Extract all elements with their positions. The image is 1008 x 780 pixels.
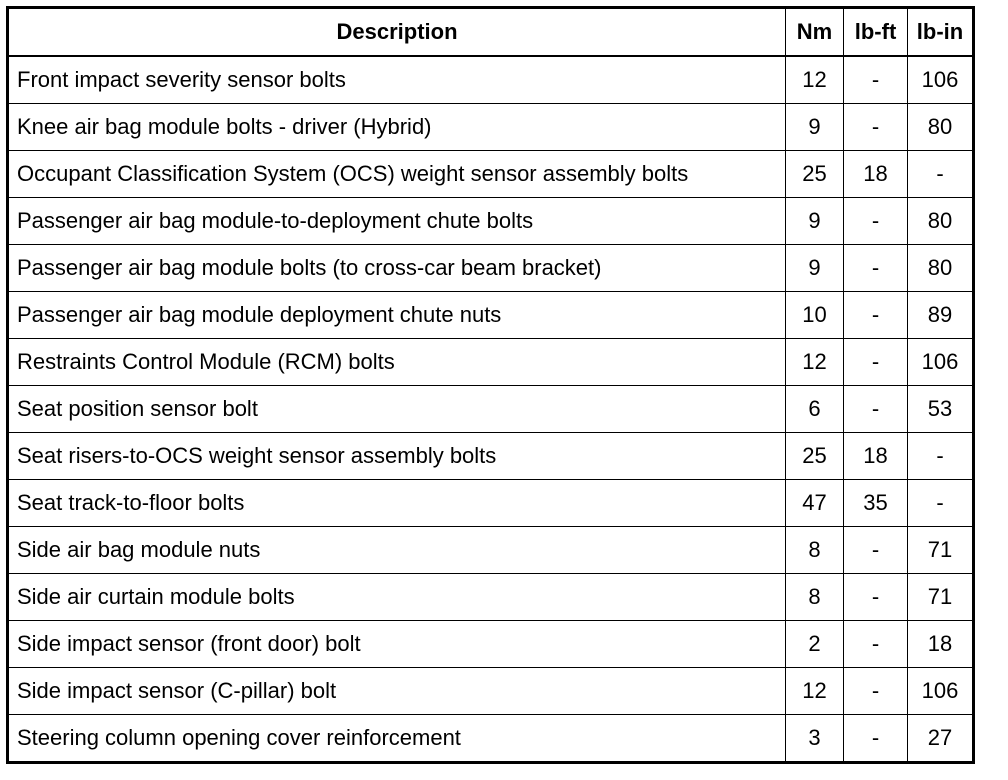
cell-lb-ft: 18 <box>844 433 908 480</box>
cell-lb-ft: - <box>844 527 908 574</box>
cell-lb-ft: 18 <box>844 151 908 198</box>
table-row <box>8 715 974 763</box>
cell-lb-ft: - <box>844 56 908 104</box>
cell-description: Knee air bag module bolts - driver (Hybrid) <box>8 104 786 151</box>
cell-lb-ft: - <box>844 574 908 621</box>
cell-nm: 8 <box>786 527 844 574</box>
cell-description: Passenger air bag module deployment chute nuts <box>8 292 786 339</box>
cell-description: Side impact sensor (front door) bolt <box>8 621 786 668</box>
cell-lb-in: - <box>908 433 974 480</box>
cell-nm: 9 <box>786 104 844 151</box>
cell-lb-ft: - <box>844 245 908 292</box>
cell-description: Side air curtain module bolts <box>8 574 786 621</box>
table-row <box>8 480 974 527</box>
cell-lb-in: 89 <box>908 292 974 339</box>
cell-nm: 9 <box>786 198 844 245</box>
cell-lb-in: 71 <box>908 527 974 574</box>
cell-lb-in: 27 <box>908 715 974 763</box>
table-row <box>8 292 974 339</box>
cell-lb-ft: - <box>844 621 908 668</box>
cell-description: Restraints Control Module (RCM) bolts <box>8 339 786 386</box>
cell-nm: 12 <box>786 668 844 715</box>
cell-description: Seat position sensor bolt <box>8 386 786 433</box>
cell-nm: 12 <box>786 339 844 386</box>
cell-description: Occupant Classification System (OCS) weight sensor assembly bolts <box>8 151 786 198</box>
table-row <box>8 339 974 386</box>
cell-description: Steering column opening cover reinforcement <box>8 715 786 763</box>
cell-lb-ft: - <box>844 104 908 151</box>
cell-description: Seat track-to-floor bolts <box>8 480 786 527</box>
torque-spec-table <box>6 6 975 764</box>
cell-lb-ft: 35 <box>844 480 908 527</box>
cell-nm: 10 <box>786 292 844 339</box>
cell-lb-in: 106 <box>908 668 974 715</box>
table-header-row <box>8 8 974 57</box>
cell-lb-in: 80 <box>908 104 974 151</box>
table-row <box>8 433 974 480</box>
table-row <box>8 574 974 621</box>
cell-lb-in: 53 <box>908 386 974 433</box>
cell-description: Passenger air bag module bolts (to cross-car beam bracket) <box>8 245 786 292</box>
cell-lb-ft: - <box>844 386 908 433</box>
table-row <box>8 245 974 292</box>
cell-lb-ft: - <box>844 339 908 386</box>
cell-lb-in: 80 <box>908 245 974 292</box>
table-row <box>8 198 974 245</box>
cell-nm: 9 <box>786 245 844 292</box>
cell-lb-in: 106 <box>908 56 974 104</box>
torque-spec-table-container <box>6 6 975 764</box>
header-nm: Nm <box>786 8 844 57</box>
table-row <box>8 527 974 574</box>
cell-nm: 25 <box>786 151 844 198</box>
cell-nm: 12 <box>786 56 844 104</box>
cell-description: Seat risers-to-OCS weight sensor assembly bolts <box>8 433 786 480</box>
header-lb-ft: lb-ft <box>844 8 908 57</box>
cell-nm: 8 <box>786 574 844 621</box>
cell-lb-ft: - <box>844 715 908 763</box>
table-body <box>8 56 974 763</box>
cell-nm: 2 <box>786 621 844 668</box>
header-description: Description <box>8 8 786 57</box>
cell-description: Side impact sensor (C-pillar) bolt <box>8 668 786 715</box>
cell-description: Side air bag module nuts <box>8 527 786 574</box>
table-row <box>8 56 974 104</box>
cell-lb-in: 71 <box>908 574 974 621</box>
cell-lb-ft: - <box>844 668 908 715</box>
header-lb-in: lb-in <box>908 8 974 57</box>
cell-lb-in: 80 <box>908 198 974 245</box>
cell-lb-in: 106 <box>908 339 974 386</box>
cell-nm: 6 <box>786 386 844 433</box>
cell-lb-in: - <box>908 480 974 527</box>
cell-nm: 25 <box>786 433 844 480</box>
cell-nm: 47 <box>786 480 844 527</box>
table-row <box>8 104 974 151</box>
cell-lb-ft: - <box>844 198 908 245</box>
table-row <box>8 151 974 198</box>
cell-nm: 3 <box>786 715 844 763</box>
table-row <box>8 621 974 668</box>
cell-lb-in: - <box>908 151 974 198</box>
table-row <box>8 386 974 433</box>
cell-description: Front impact severity sensor bolts <box>8 56 786 104</box>
cell-lb-in: 18 <box>908 621 974 668</box>
cell-description: Passenger air bag module-to-deployment chute bolts <box>8 198 786 245</box>
cell-lb-ft: - <box>844 292 908 339</box>
table-row <box>8 668 974 715</box>
